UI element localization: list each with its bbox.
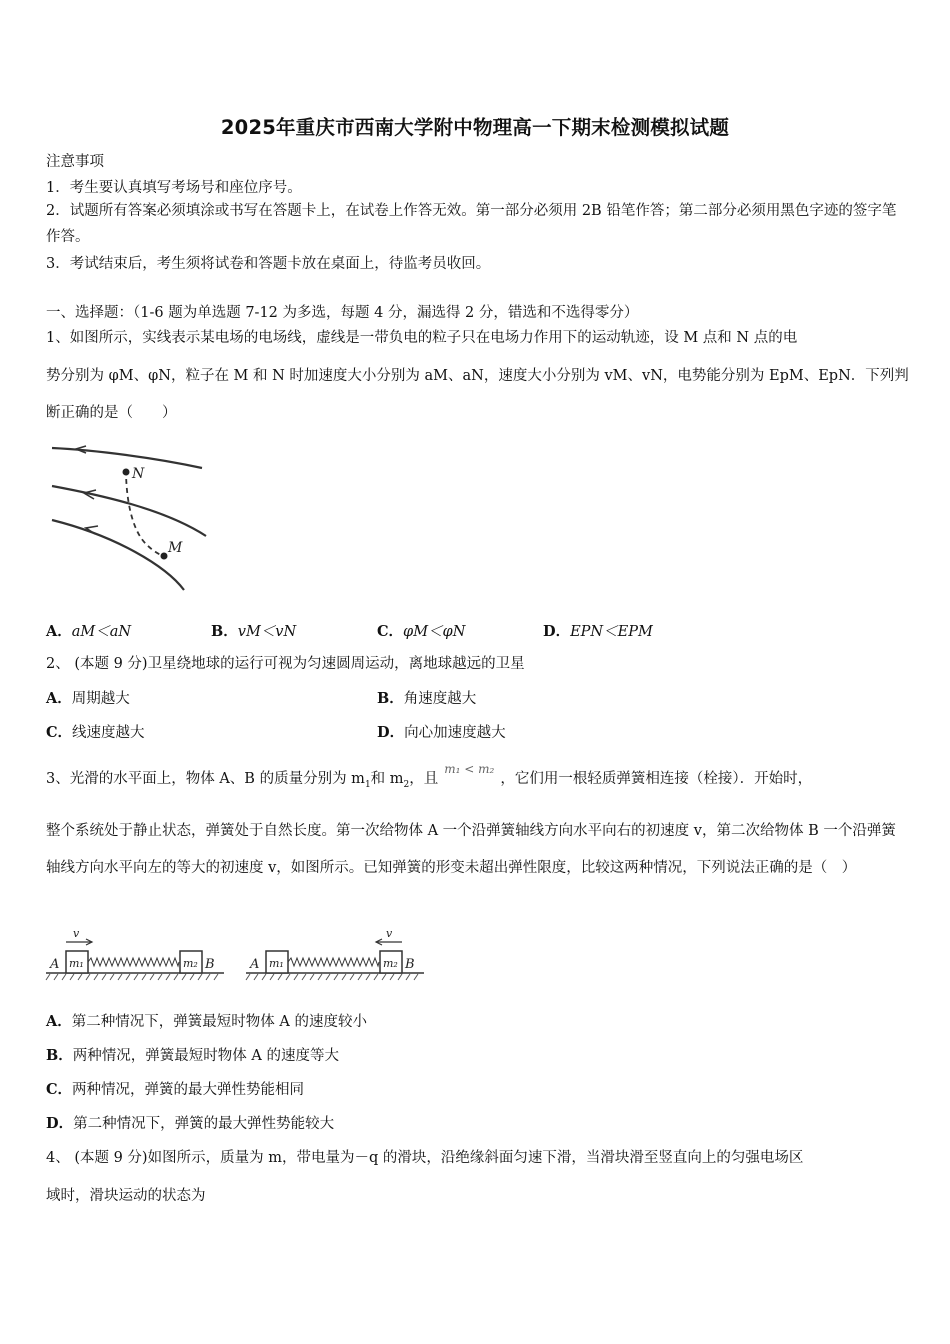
section-heading: 一、选择题：（1-6 题为单选题 7-12 为多选，每题 4 分，漏选得 2 分，错选和不选得零分） [46,305,639,321]
label-m1-left: m₁ [69,957,84,970]
q3-option-c: C．两种情况，弹簧的最大弹性势能相同 [46,1081,305,1098]
q1-option-a: A．aM＜aN [46,623,132,640]
spring-left [88,958,179,966]
q2-option-d: D．向心加速度越大 [377,724,506,741]
electric-field-figure [46,438,216,598]
q3-option-d: D．第二种情况下，弹簧的最大弹性势能较大 [46,1115,335,1132]
q4-text-line1: 4、 (本题 9 分)如图所示，质量为 m，带电量为－q 的滑块，沿绝缘斜面匀速下滑，当滑块滑至竖直向上的匀强电场区 [46,1150,804,1166]
page-title: 2025年重庆市西南大学附中物理高一下期末检测模拟试题 [220,116,730,139]
q2-option-b: B．角速度越大 [377,690,477,707]
q1-text-line2: 势分别为 φM、φN，粒子在 M 和 N 时加速度大小分别为 aM、aN，速度大小分别为 vM、vN，电势能分别为 EpM、EpN．下列判 [46,368,909,384]
q1-option-b: B．vM＜vN [211,623,297,640]
notice-item-2: 2．试题所有答案必须填涂或书写在答题卡上，在试卷上作答无效。第一部分必须用 2B 铅笔作答；第二部分必须用黑色字迹的签字笔作答。 [46,203,897,245]
notice-item-1: 1．考生要认真填写考场号和座位序号。 [46,180,302,196]
label-b-left: B [205,957,215,972]
velocity-label-right: v [386,927,393,940]
q3-option-b: B．两种情况，弹簧最短时物体 A 的速度等大 [46,1047,339,1064]
label-b-right: B [405,957,415,972]
mass-inequality: m₁ < m₂ [444,762,495,776]
q3-text-line1: 3、光滑的水平面上，物体 A、B 的质量分别为 $m_1$和 $m_2$，且$^{m_1 < m_2}$，它们用一根轻质弹簧相连接（栓接）．开始时， [46,762,813,790]
label-m2-right: m₂ [383,957,398,970]
label-m2-left: m₂ [183,957,198,970]
q3-text-body: 整个系统处于静止状态，弹簧处于自然长度。第一次给物体 A 一个沿弹簧轴线方向水平向右的初速度 v，第二次给物体 B 一个沿弹簧轴线方向水平向左的等大的初速度 v，如图所示。已知弹簧的形变未超出弹性限度，比较这两种情况，下列说法正确的是（ ） [46,823,896,876]
q3-option-a: A．第二种情况下，弹簧最短时物体 A 的速度较小 [46,1013,367,1030]
point-n-label: N [132,466,145,482]
spring-right [288,958,379,966]
spring-block-figure [46,924,426,984]
field-line-top [52,448,202,468]
point-n-dot [123,469,130,476]
velocity-label-left: v [73,927,80,940]
q2-option-a: A．周期越大 [46,690,130,707]
q1-option-c: C．φM＜φN [377,623,466,640]
point-m-label: M [168,540,183,556]
q1-text-line1: 1、如图所示，实线表示某电场的电场线，虚线是一带负电的粒子只在电场力作用下的运动轨迹，设 M 点和 N 点的电 [46,330,798,346]
label-a-right: A [250,957,260,972]
notice-item-3: 3．考试结束后，考生须将试卷和答题卡放在桌面上，待监考员收回。 [46,256,491,272]
field-line-middle [52,486,206,536]
q2-option-c: C．线速度越大 [46,724,145,741]
notice-heading: 注意事项 [46,154,104,170]
q2-text: 2、 (本题 9 分)卫星绕地球的运行可视为匀速圆周运动，离地球越远的卫星 [46,656,525,672]
label-a-left: A [50,957,60,972]
label-m1-right: m₁ [269,957,284,970]
q1-option-d: D．EPN＜EPM [543,623,653,640]
point-m-dot [161,553,168,560]
q4-text-line2: 域时，滑块运动的状态为 [46,1188,206,1204]
q1-text-line3: 断正确的是（ ） [46,405,177,421]
